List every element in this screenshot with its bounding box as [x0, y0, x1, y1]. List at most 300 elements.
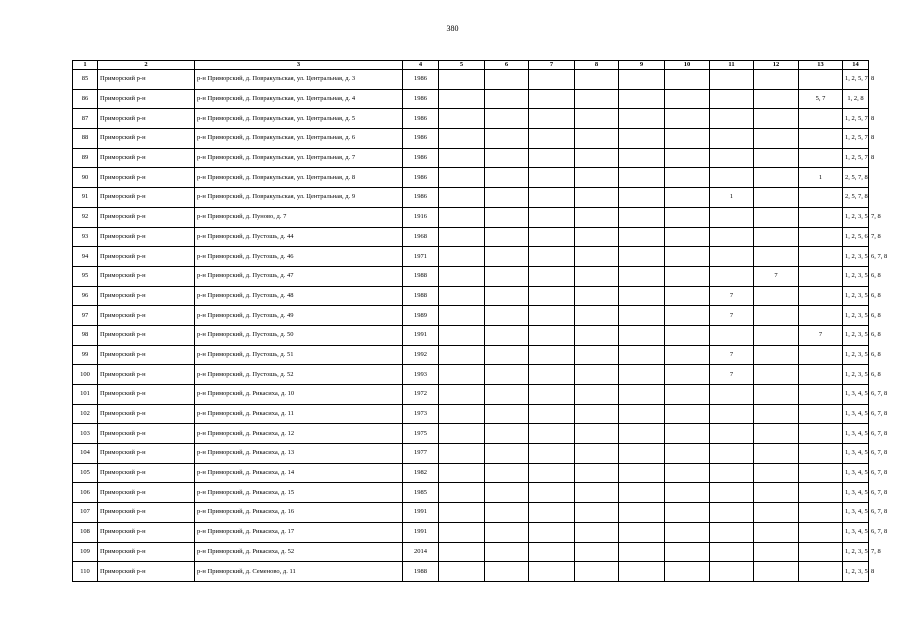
column-5-cell [439, 385, 485, 405]
column-7-cell [529, 247, 575, 267]
column-header: 13 [799, 61, 843, 70]
year-cell: 1916 [403, 207, 439, 227]
table-row [73, 503, 869, 523]
table-row [73, 148, 869, 168]
column-9-cell [619, 148, 665, 168]
table-row [73, 542, 869, 562]
district-cell: Приморский р-н [98, 266, 195, 286]
column-8-cell [575, 424, 619, 444]
column-8-cell [575, 168, 619, 188]
column-6-cell [485, 365, 529, 385]
codes-cell: 1, 3, 4, 5, 6, 7, 8 [843, 522, 869, 542]
row-number-cell: 107 [73, 503, 98, 523]
column-8-cell [575, 129, 619, 149]
column-10-cell [665, 70, 710, 90]
column-5-cell [439, 266, 485, 286]
column-12-cell [754, 404, 799, 424]
district-cell: Приморский р-н [98, 227, 195, 247]
codes-cell: 1, 3, 4, 5, 6, 7, 8 [843, 424, 869, 444]
column-5-cell [439, 188, 485, 208]
column-8-cell [575, 286, 619, 306]
district-cell: Приморский р-н [98, 207, 195, 227]
codes-cell: 1, 2, 3, 5, 7, 8 [843, 207, 869, 227]
district-cell: Приморский р-н [98, 385, 195, 405]
column-8-cell [575, 385, 619, 405]
column-9-cell [619, 365, 665, 385]
table-row [73, 345, 869, 365]
column-13-cell [799, 109, 843, 129]
column-12-cell [754, 286, 799, 306]
address-cell: р-н Приморский, д. Повракульская, ул. Центральная, д. 5 [195, 109, 403, 129]
codes-cell: 1, 2, 3, 5, 6, 7, 8 [843, 247, 869, 267]
codes-cell: 1, 2, 3, 5, 6, 8 [843, 365, 869, 385]
column-6-cell [485, 306, 529, 326]
row-number-cell: 86 [73, 89, 98, 109]
column-5-cell [439, 424, 485, 444]
district-cell: Приморский р-н [98, 444, 195, 464]
column-6-cell [485, 89, 529, 109]
column-7-cell [529, 148, 575, 168]
column-5-cell [439, 522, 485, 542]
column-13-cell [799, 247, 843, 267]
column-8-cell [575, 109, 619, 129]
column-11-cell [710, 168, 754, 188]
column-6-cell [485, 385, 529, 405]
column-13-cell [799, 562, 843, 582]
address-cell: р-н Приморский, д. Рикасиха, д. 11 [195, 404, 403, 424]
column-10-cell [665, 424, 710, 444]
column-10-cell [665, 188, 710, 208]
table-row [73, 247, 869, 267]
column-7-cell [529, 70, 575, 90]
address-cell: р-н Приморский, д. Повракульская, ул. Центральная, д. 9 [195, 188, 403, 208]
column-header: 12 [754, 61, 799, 70]
row-number-cell: 105 [73, 463, 98, 483]
column-5-cell [439, 109, 485, 129]
address-cell: р-н Приморский, д. Рикасиха, д. 52 [195, 542, 403, 562]
column-10-cell [665, 129, 710, 149]
address-cell: р-н Приморский, д. Повракульская, ул. Центральная, д. 3 [195, 70, 403, 90]
column-9-cell [619, 522, 665, 542]
column-13-cell [799, 306, 843, 326]
column-12-cell [754, 306, 799, 326]
codes-cell: 1, 2, 3, 5, 6, 8 [843, 345, 869, 365]
year-cell: 1975 [403, 424, 439, 444]
column-5-cell [439, 168, 485, 188]
column-11-cell [710, 385, 754, 405]
row-number-cell: 91 [73, 188, 98, 208]
column-12-cell [754, 444, 799, 464]
column-8-cell [575, 522, 619, 542]
year-cell: 1971 [403, 247, 439, 267]
column-7-cell [529, 306, 575, 326]
column-8-cell [575, 325, 619, 345]
codes-cell: 1, 3, 4, 5, 6, 7, 8 [843, 503, 869, 523]
year-cell: 1986 [403, 109, 439, 129]
table-row [73, 227, 869, 247]
column-6-cell [485, 286, 529, 306]
column-6-cell [485, 129, 529, 149]
column-7-cell [529, 503, 575, 523]
column-8-cell [575, 188, 619, 208]
column-7-cell [529, 286, 575, 306]
column-6-cell [485, 404, 529, 424]
column-9-cell [619, 424, 665, 444]
table-row [73, 444, 869, 464]
address-cell: р-н Приморский, д. Рикасиха, д. 13 [195, 444, 403, 464]
column-5-cell [439, 148, 485, 168]
column-6-cell [485, 266, 529, 286]
column-8-cell [575, 207, 619, 227]
codes-cell: 1, 2, 5, 6, 7, 8 [843, 227, 869, 247]
codes-cell: 1, 3, 4, 5, 6, 7, 8 [843, 483, 869, 503]
column-11-cell [710, 70, 754, 90]
column-5-cell [439, 542, 485, 562]
column-9-cell [619, 129, 665, 149]
column-12-cell [754, 424, 799, 444]
table-row [73, 286, 869, 306]
column-7-cell [529, 385, 575, 405]
column-10-cell [665, 325, 710, 345]
column-10-cell [665, 522, 710, 542]
column-6-cell [485, 424, 529, 444]
address-cell: р-н Приморский, д. Рикасиха, д. 14 [195, 463, 403, 483]
codes-cell: 2, 5, 7, 8 [843, 168, 869, 188]
column-11-cell [710, 227, 754, 247]
row-number-cell: 99 [73, 345, 98, 365]
address-cell: р-н Приморский, д. Пустошь, д. 49 [195, 306, 403, 326]
column-12-cell [754, 562, 799, 582]
column-11-cell [710, 129, 754, 149]
address-cell: р-н Приморский, д. Повракульская, ул. Центральная, д. 4 [195, 89, 403, 109]
column-5-cell [439, 129, 485, 149]
district-cell: Приморский р-н [98, 365, 195, 385]
district-cell: Приморский р-н [98, 503, 195, 523]
column-9-cell [619, 227, 665, 247]
column-12-cell [754, 385, 799, 405]
address-cell: р-н Приморский, д. Рикасиха, д. 10 [195, 385, 403, 405]
column-11-cell: 1 [710, 188, 754, 208]
column-9-cell [619, 542, 665, 562]
column-header: 4 [403, 61, 439, 70]
column-7-cell [529, 325, 575, 345]
table-row [73, 207, 869, 227]
table-row [73, 562, 869, 582]
column-9-cell [619, 325, 665, 345]
address-cell: р-н Приморский, д. Пустошь, д. 48 [195, 286, 403, 306]
column-7-cell [529, 168, 575, 188]
column-6-cell [485, 247, 529, 267]
table-row [73, 424, 869, 444]
column-11-cell [710, 463, 754, 483]
column-10-cell [665, 148, 710, 168]
column-9-cell [619, 562, 665, 582]
column-11-cell [710, 444, 754, 464]
column-9-cell [619, 168, 665, 188]
column-9-cell [619, 306, 665, 326]
column-12-cell [754, 227, 799, 247]
column-7-cell [529, 266, 575, 286]
row-number-cell: 98 [73, 325, 98, 345]
row-number-cell: 85 [73, 70, 98, 90]
column-9-cell [619, 286, 665, 306]
column-9-cell [619, 207, 665, 227]
column-9-cell [619, 385, 665, 405]
column-12-cell [754, 522, 799, 542]
column-6-cell [485, 109, 529, 129]
table-row [73, 463, 869, 483]
year-cell: 2014 [403, 542, 439, 562]
district-cell: Приморский р-н [98, 404, 195, 424]
codes-cell: 1, 3, 4, 5, 6, 7, 8 [843, 463, 869, 483]
column-12-cell [754, 168, 799, 188]
column-header: 6 [485, 61, 529, 70]
column-5-cell [439, 89, 485, 109]
codes-cell: 1, 2, 5, 7, 8 [843, 148, 869, 168]
column-6-cell [485, 542, 529, 562]
column-12-cell [754, 325, 799, 345]
column-12-cell [754, 483, 799, 503]
column-11-cell [710, 325, 754, 345]
table-row [73, 266, 869, 286]
column-9-cell [619, 345, 665, 365]
column-9-cell [619, 247, 665, 267]
row-number-cell: 92 [73, 207, 98, 227]
year-cell: 1972 [403, 385, 439, 405]
column-5-cell [439, 404, 485, 424]
column-12-cell [754, 247, 799, 267]
column-6-cell [485, 148, 529, 168]
codes-cell: 1, 2, 3, 5, 6, 8 [843, 266, 869, 286]
year-cell: 1988 [403, 286, 439, 306]
column-9-cell [619, 404, 665, 424]
column-5-cell [439, 562, 485, 582]
column-13-cell [799, 129, 843, 149]
column-8-cell [575, 404, 619, 424]
column-11-cell [710, 207, 754, 227]
district-cell: Приморский р-н [98, 89, 195, 109]
codes-cell: 1, 2, 3, 5, 6, 8 [843, 306, 869, 326]
column-13-cell: 5, 7 [799, 89, 843, 109]
year-cell: 1973 [403, 404, 439, 424]
column-11-cell [710, 109, 754, 129]
column-10-cell [665, 483, 710, 503]
table-row [73, 522, 869, 542]
codes-cell: 1, 2, 8 [843, 89, 869, 109]
page-number: 380 [446, 24, 459, 33]
column-7-cell [529, 109, 575, 129]
district-cell: Приморский р-н [98, 129, 195, 149]
column-11-cell [710, 266, 754, 286]
column-7-cell [529, 207, 575, 227]
column-8-cell [575, 483, 619, 503]
table-row [73, 483, 869, 503]
year-cell: 1991 [403, 522, 439, 542]
column-13-cell: 1 [799, 168, 843, 188]
table-row [73, 129, 869, 149]
table-row [73, 89, 869, 109]
column-12-cell [754, 129, 799, 149]
column-header: 8 [575, 61, 619, 70]
year-cell: 1991 [403, 325, 439, 345]
column-13-cell [799, 463, 843, 483]
column-13-cell [799, 542, 843, 562]
column-7-cell [529, 562, 575, 582]
column-5-cell [439, 207, 485, 227]
year-cell: 1977 [403, 444, 439, 464]
column-5-cell [439, 345, 485, 365]
column-13-cell [799, 404, 843, 424]
district-cell: Приморский р-н [98, 168, 195, 188]
year-cell: 1986 [403, 129, 439, 149]
year-cell: 1986 [403, 148, 439, 168]
year-cell: 1991 [403, 503, 439, 523]
column-10-cell [665, 207, 710, 227]
column-9-cell [619, 89, 665, 109]
column-9-cell [619, 444, 665, 464]
column-6-cell [485, 345, 529, 365]
column-8-cell [575, 306, 619, 326]
column-6-cell [485, 562, 529, 582]
row-number-cell: 97 [73, 306, 98, 326]
codes-cell: 1, 2, 5, 7, 8 [843, 129, 869, 149]
codes-cell: 2, 5, 7, 8 [843, 188, 869, 208]
address-cell: р-н Приморский, д. Повракульская, ул. Центральная, д. 7 [195, 148, 403, 168]
column-13-cell [799, 385, 843, 405]
column-6-cell [485, 503, 529, 523]
column-11-cell [710, 148, 754, 168]
column-7-cell [529, 424, 575, 444]
address-cell: р-н Приморский, д. Пустошь, д. 50 [195, 325, 403, 345]
row-number-cell: 88 [73, 129, 98, 149]
year-cell: 1986 [403, 188, 439, 208]
column-8-cell [575, 247, 619, 267]
row-number-cell: 93 [73, 227, 98, 247]
column-7-cell [529, 542, 575, 562]
table-row [73, 109, 869, 129]
year-cell: 1993 [403, 365, 439, 385]
column-6-cell [485, 522, 529, 542]
column-6-cell [485, 207, 529, 227]
column-5-cell [439, 503, 485, 523]
address-cell: р-н Приморский, д. Пустошь, д. 44 [195, 227, 403, 247]
district-cell: Приморский р-н [98, 542, 195, 562]
column-9-cell [619, 70, 665, 90]
column-13-cell [799, 444, 843, 464]
year-cell: 1986 [403, 70, 439, 90]
table-row [73, 325, 869, 345]
column-13-cell [799, 345, 843, 365]
table-row [73, 306, 869, 326]
column-13-cell [799, 148, 843, 168]
year-cell: 1992 [403, 345, 439, 365]
address-cell: р-н Приморский, д. Семеново, д. 11 [195, 562, 403, 582]
column-6-cell [485, 483, 529, 503]
column-12-cell [754, 345, 799, 365]
address-cell: р-н Приморский, д. Пуново, д. 7 [195, 207, 403, 227]
codes-cell: 1, 2, 3, 5, 6, 8 [843, 325, 869, 345]
column-9-cell [619, 188, 665, 208]
column-8-cell [575, 70, 619, 90]
column-9-cell [619, 503, 665, 523]
table-row [73, 188, 869, 208]
column-9-cell [619, 463, 665, 483]
row-number-cell: 102 [73, 404, 98, 424]
year-cell: 1982 [403, 463, 439, 483]
column-12-cell [754, 542, 799, 562]
column-13-cell [799, 503, 843, 523]
district-cell: Приморский р-н [98, 70, 195, 90]
column-10-cell [665, 542, 710, 562]
column-10-cell [665, 444, 710, 464]
column-11-cell [710, 562, 754, 582]
district-cell: Приморский р-н [98, 424, 195, 444]
column-7-cell [529, 444, 575, 464]
column-12-cell [754, 109, 799, 129]
column-13-cell [799, 522, 843, 542]
column-8-cell [575, 365, 619, 385]
column-13-cell [799, 266, 843, 286]
table-row [73, 168, 869, 188]
column-13-cell [799, 188, 843, 208]
column-11-cell [710, 424, 754, 444]
column-12-cell [754, 188, 799, 208]
column-11-cell [710, 503, 754, 523]
column-10-cell [665, 385, 710, 405]
address-cell: р-н Приморский, д. Пустошь, д. 47 [195, 266, 403, 286]
column-5-cell [439, 247, 485, 267]
column-10-cell [665, 109, 710, 129]
column-9-cell [619, 266, 665, 286]
column-12-cell [754, 70, 799, 90]
column-12-cell [754, 207, 799, 227]
year-cell: 1988 [403, 562, 439, 582]
column-8-cell [575, 444, 619, 464]
column-6-cell [485, 188, 529, 208]
column-5-cell [439, 70, 485, 90]
column-header: 3 [195, 61, 403, 70]
district-cell: Приморский р-н [98, 522, 195, 542]
column-10-cell [665, 89, 710, 109]
header-row [73, 61, 869, 70]
codes-cell: 1, 2, 3, 5, 7, 8 [843, 542, 869, 562]
table-row [73, 385, 869, 405]
column-13-cell [799, 207, 843, 227]
district-cell: Приморский р-н [98, 562, 195, 582]
year-cell: 1986 [403, 168, 439, 188]
address-cell: р-н Приморский, д. Пустошь, д. 51 [195, 345, 403, 365]
column-11-cell: 7 [710, 365, 754, 385]
column-6-cell [485, 463, 529, 483]
year-cell: 1968 [403, 227, 439, 247]
row-number-cell: 94 [73, 247, 98, 267]
column-5-cell [439, 325, 485, 345]
column-13-cell [799, 227, 843, 247]
column-11-cell: 7 [710, 286, 754, 306]
row-number-cell: 100 [73, 365, 98, 385]
district-cell: Приморский р-н [98, 306, 195, 326]
row-number-cell: 103 [73, 424, 98, 444]
codes-cell: 1, 2, 3, 5, 8 [843, 562, 869, 582]
column-13-cell [799, 483, 843, 503]
address-cell: р-н Приморский, д. Рикасиха, д. 17 [195, 522, 403, 542]
column-header: 1 [73, 61, 98, 70]
column-13-cell: 7 [799, 325, 843, 345]
column-header: 7 [529, 61, 575, 70]
column-5-cell [439, 286, 485, 306]
district-cell: Приморский р-н [98, 345, 195, 365]
column-7-cell [529, 227, 575, 247]
